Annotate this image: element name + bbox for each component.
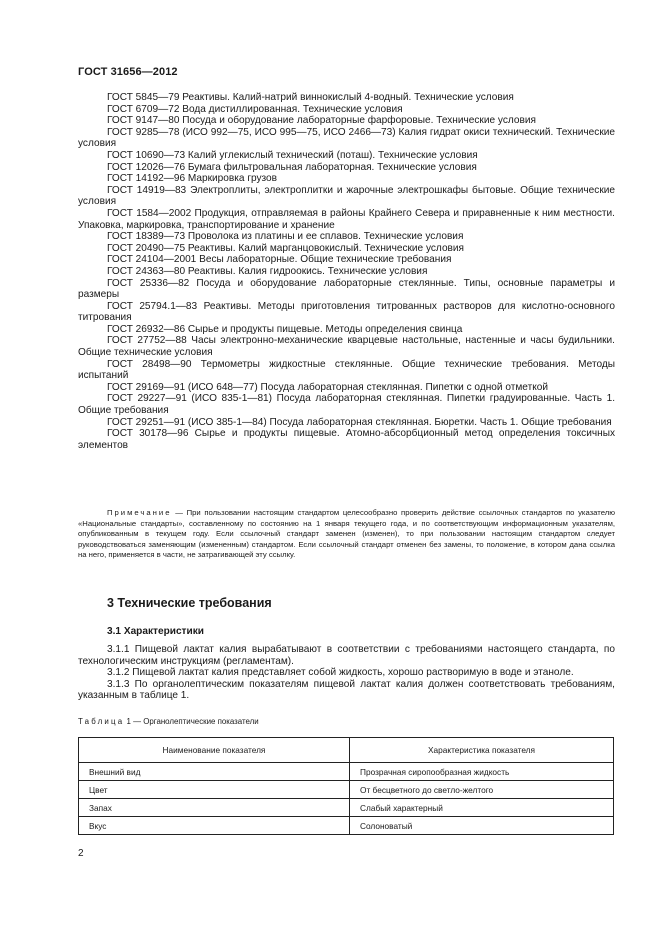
reference-item: ГОСТ 29169—91 (ИСО 648—77) Посуда лабораторная стеклянная. Пипетки с одной отметкой bbox=[107, 381, 548, 393]
organoleptic-table bbox=[78, 737, 614, 835]
page-number: 2 bbox=[78, 848, 84, 859]
table-header-row bbox=[79, 738, 614, 763]
table-cell: От бесцветного до светло-желтого bbox=[350, 781, 614, 799]
table-row bbox=[79, 817, 614, 835]
table-cell: Запах bbox=[79, 799, 350, 817]
reference-item: ГОСТ 27752—88 Часы электронно-механические кварцевые настольные, настенные и часы будильники. Общие технические условия bbox=[78, 335, 615, 359]
reference-item: ГОСТ 9285—78 (ИСО 992—75, ИСО 995—75, ИСО 2466—73) Калия гидрат окиси технический. Технические условия bbox=[78, 126, 615, 150]
reference-item: ГОСТ 25794.1—83 Реактивы. Методы приготовления титрованных растворов для кислотно-основного титрования bbox=[78, 300, 615, 324]
reference-item: ГОСТ 30178—96 Сырье и продукты пищевые. Атомно-абсорбционный метод определения токсичных элементов bbox=[78, 428, 615, 451]
document-header: ГОСТ 31656—2012 bbox=[78, 66, 178, 78]
note-text: — При пользовании настоящим стандартом целесообразно проверить действие ссылочных стандартов по указателю «Национальные стандарты», составленному по состоянию на 1 января текущего года, и по соответствующим информационным указателям, опубликованным в текущем году. Если ссылочный стандарт заменен (изменен), то при пользовании настоящим стандартом следует руководствоваться заменяющим (измененным) стандартом. Если ссылочный стандарт отменен без замены, то положение, в котором дана ссылка на него, применяется в части, не затрагивающей эту ссылку. bbox=[78, 508, 615, 559]
note-paragraph bbox=[78, 508, 615, 561]
table-caption bbox=[78, 717, 259, 726]
table-cell: Солоноватый bbox=[350, 817, 614, 835]
reference-item: ГОСТ 1584—2002 Продукция, отправляемая в районы Крайнего Севера и приравненные к ним местности. Упаковка, маркировка, транспортирование и хранение bbox=[78, 207, 615, 231]
reference-item: ГОСТ 20490—75 Реактивы. Калий марганцовокислый. Технические условия bbox=[107, 242, 465, 254]
table-caption-label: Таблица bbox=[78, 717, 125, 726]
reference-item: ГОСТ 10690—73 Калий углекислый технический (поташ). Технические условия bbox=[107, 149, 478, 161]
table-caption-text: 1 — Органолептические показатели bbox=[126, 717, 259, 726]
table-cell: Внешний вид bbox=[79, 763, 350, 781]
reference-item: ГОСТ 26932—86 Сырье и продукты пищевые. Методы определения свинца bbox=[107, 323, 463, 335]
table-row bbox=[79, 781, 614, 799]
reference-item: ГОСТ 25336—82 Посуда и оборудование лабораторные стеклянные. Типы, основные параметры и размеры bbox=[78, 277, 615, 301]
subsection-3-1-heading: 3.1 Характеристики bbox=[107, 626, 204, 637]
paragraph-3-1-2: 3.1.2 Пищевой лактат калия представляет собой жидкость, хорошо растворимую в воде и этаноле. bbox=[107, 667, 574, 679]
reference-item: ГОСТ 14919—83 Электроплиты, электроплитки и жарочные электрошкафы бытовые. Общие технические условия bbox=[78, 184, 615, 208]
note-label: Примечание bbox=[107, 508, 172, 517]
table-header-cell: Наименование показателя bbox=[79, 738, 350, 763]
paragraph-3-1-1: 3.1.1 Пищевой лактат калия вырабатывают в соответствии с требованиями настоящего стандарта, по технологическим инструкциям (регламентам). bbox=[78, 644, 615, 667]
reference-note bbox=[78, 508, 615, 561]
table-header-cell: Характеристика показателя bbox=[350, 738, 614, 763]
reference-item: ГОСТ 14192—96 Маркировка грузов bbox=[107, 173, 278, 185]
paragraph-3-1-3: 3.1.3 По органолептическим показателям пищевой лактат калия должен соответствовать требованиям, указанным в таблице 1. bbox=[78, 678, 615, 702]
reference-item: ГОСТ 6709—72 Вода дистиллированная. Технические условия bbox=[107, 103, 403, 115]
reference-item: ГОСТ 24104—2001 Весы лабораторные. Общие технические требования bbox=[107, 254, 452, 266]
table-row bbox=[79, 763, 614, 781]
reference-item: ГОСТ 12026—76 Бумага фильтровальная лабораторная. Технические условия bbox=[107, 161, 477, 173]
requirements-text bbox=[78, 644, 615, 702]
table-cell: Прозрачная сиропообразная жидкость bbox=[350, 763, 614, 781]
table-cell: Вкус bbox=[79, 817, 350, 835]
reference-item: ГОСТ 18389—73 Проволока из платины и ее сплавов. Технические условия bbox=[107, 231, 464, 243]
reference-item: ГОСТ 29227—91 (ИСО 835-1—81) Посуда лабораторная стеклянная. Пипетки градуированные. Часть 1. Общие требования bbox=[78, 393, 615, 417]
section-3-heading: 3 Технические требования bbox=[107, 596, 272, 610]
table-cell: Слабый характерный bbox=[350, 799, 614, 817]
reference-item: ГОСТ 28498—90 Термометры жидкостные стеклянные. Общие технические требования. Методы испытаний bbox=[78, 358, 615, 382]
reference-item: ГОСТ 9147—80 Посуда и оборудование лабораторные фарфоровые. Технические условия bbox=[107, 115, 536, 127]
normative-references-list bbox=[78, 92, 615, 451]
table-row bbox=[79, 799, 614, 817]
reference-item: ГОСТ 29251—91 (ИСО 385-1—84) Посуда лабораторная стеклянная. Бюретки. Часть 1. Общие требования bbox=[107, 416, 612, 428]
table-cell: Цвет bbox=[79, 781, 350, 799]
reference-item: ГОСТ 24363—80 Реактивы. Калия гидроокись. Технические условия bbox=[107, 265, 428, 277]
reference-item: ГОСТ 5845—79 Реактивы. Калий-натрий виннокислый 4-водный. Технические условия bbox=[107, 92, 514, 103]
